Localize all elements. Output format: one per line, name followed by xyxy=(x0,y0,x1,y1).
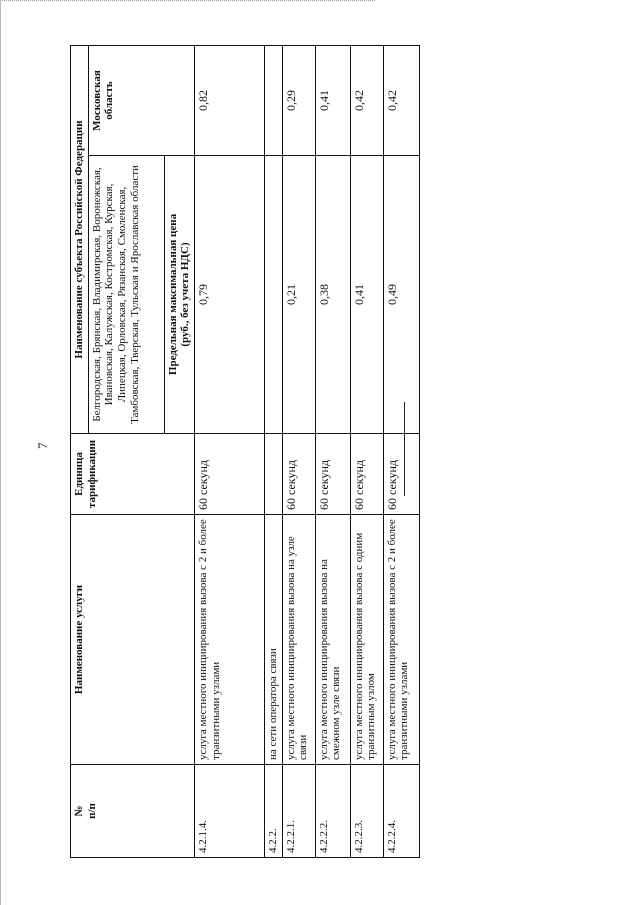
tariff-table xyxy=(70,45,420,858)
row-price-moscow: 0,29 xyxy=(282,45,315,155)
scan-edge-top xyxy=(0,0,375,1)
row-unit: 60 секунд xyxy=(383,434,419,515)
table-row xyxy=(282,45,315,857)
row-number: 4.2.2. xyxy=(264,765,282,858)
row-price-moscow: 0,42 xyxy=(350,45,383,155)
header-regions-moscow: Московская область xyxy=(88,45,194,155)
row-number: 4.2.2.3. xyxy=(350,765,383,858)
table-row xyxy=(383,45,419,857)
row-unit: 60 секунд xyxy=(315,434,350,515)
row-price-central: 0,21 xyxy=(282,156,315,434)
header-service: Наименование услуги xyxy=(71,515,195,765)
row-price-central: 0,79 xyxy=(194,156,264,434)
row-number: 4.2.1.4. xyxy=(194,765,264,858)
table-row xyxy=(194,45,264,857)
row-number: 4.2.2.2. xyxy=(315,765,350,858)
row-price-central: 0,38 xyxy=(315,156,350,434)
row-unit xyxy=(264,434,282,515)
rotated-table-wrapper xyxy=(70,46,411,858)
row-service: услуга местного инициирования вызова на смежном узле связи xyxy=(315,515,350,765)
header-number: № п/п xyxy=(71,765,195,858)
row-number: 4.2.2.4. xyxy=(383,765,419,858)
header-price: Предельная максимальная цена (руб., без учета НДС) xyxy=(164,156,194,434)
page-number: 7 xyxy=(35,442,50,449)
header-subject-group: Наименование субъекта Российской Федерации xyxy=(71,45,89,433)
row-service: услуга местного инициирования вызова с 2 и более транзитными узлами xyxy=(383,515,419,765)
row-price-moscow: 0,42 xyxy=(383,45,419,155)
row-price-moscow: 0,82 xyxy=(194,45,264,155)
row-unit: 60 секунд xyxy=(350,434,383,515)
table-row xyxy=(350,45,383,857)
row-price-moscow: 0,41 xyxy=(315,45,350,155)
row-service: услуга местного инициирования вызова на узле связи xyxy=(282,515,315,765)
header-regions-central: Белгородская, Брянская, Владимирская, Воронежская, Ивановская, Калужская, Костромская, Курская, Липецкая, Орловская, Рязанская, Смоленская, Тамбовская, Тверская, Тульская и Ярославская области xyxy=(88,156,164,434)
row-price-moscow xyxy=(264,45,282,155)
row-price-central: 0,41 xyxy=(350,156,383,434)
row-unit: 60 секунд xyxy=(282,434,315,515)
row-service: услуга местного инициирования вызова с 2 и более транзитными узлами xyxy=(194,515,264,765)
row-price-central: 0,49 xyxy=(383,156,419,434)
row-price-central xyxy=(264,156,282,434)
table-row xyxy=(315,45,350,857)
header-unit: Единица тарификации xyxy=(71,434,195,515)
row-service: на сети оператора связи xyxy=(264,515,282,765)
table-row xyxy=(264,45,282,857)
row-unit: 60 секунд xyxy=(194,434,264,515)
row-number: 4.2.2.1. xyxy=(282,765,315,858)
scan-edge-left xyxy=(0,0,1,905)
row-service: услуга местного инициирования вызова с одним транзитным узлом xyxy=(350,515,383,765)
